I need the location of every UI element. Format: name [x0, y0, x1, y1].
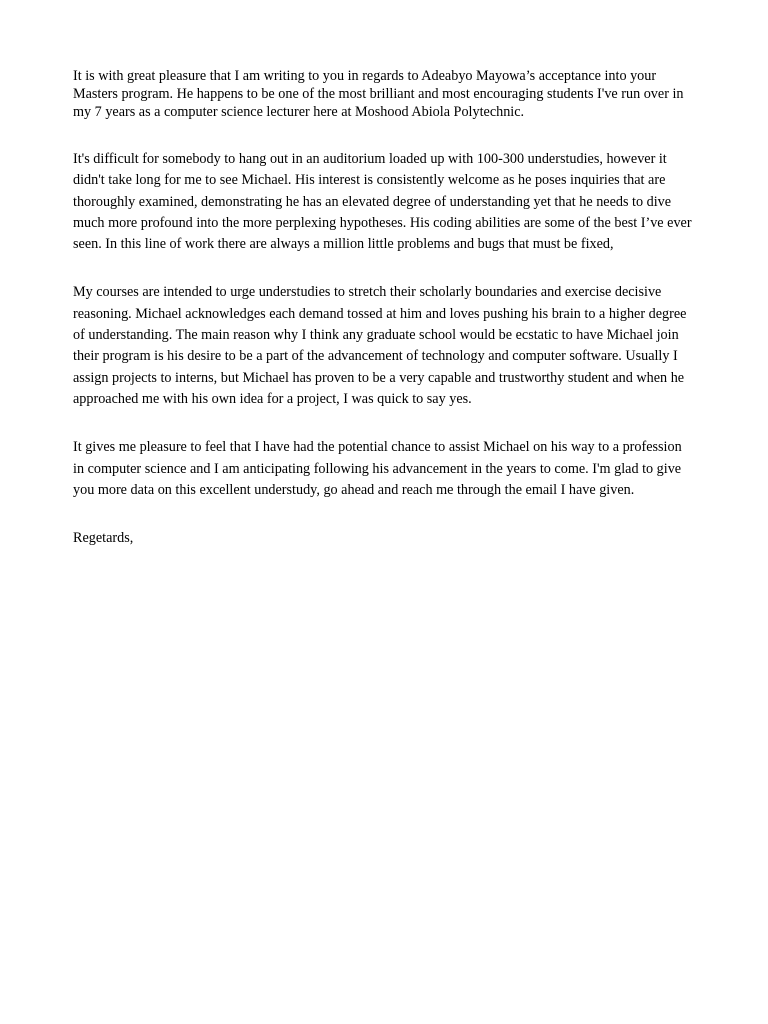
paragraph-intro: It is with great pleasure that I am writing to you in regards to Adeabyo Mayowa’s acceptance into your Masters program. He happens to be one of the most brilliant and most encouraging students I've run over in my 7 years as a computer science lecturer here at Moshood Abiola Polytechnic. — [73, 68, 684, 120]
paragraph-conclusion: It gives me pleasure to feel that I have had the potential chance to assist Michael on his way to a profession in computer science and I am anticipating following his advancement in the years to come. I'm glad to give you more data on this excellent understudy, go ahead and reach me through the email I have given. — [73, 439, 682, 498]
paragraph-student-qualities: It's difficult for somebody to hang out in an auditorium loaded up with 100-300 understudies, however it didn't take long for me to see Michael. His interest is consistently welcome as he poses inquiries that are thoroughly examined, demonstrating he has an elevated degree of understanding yet that he needs to dive much more profound into the more perplexing hypotheses. His coding abilities are some of the best I’ve ever seen. In this line of work there are always a million little problems and bugs that must be fixed, — [73, 151, 692, 253]
paragraph-courses: My courses are intended to urge understudies to stretch their scholarly boundaries and exercise decisive reasoning. Michael acknowledges each demand tossed at him and loves pushing his brain to a higher degree of understanding. The main reason why I think any graduate school would be ecstatic to have Michael join their program is his desire to be a part of the advancement of technology and computer software. Usually I assign projects to interns, but Michael has proven to be a very capable and trustworthy student and when he approached me with his own idea for a project, I was quick to say yes. — [73, 284, 687, 407]
letter-closing: Regetards, — [73, 530, 134, 547]
letter-body — [73, 67, 695, 549]
